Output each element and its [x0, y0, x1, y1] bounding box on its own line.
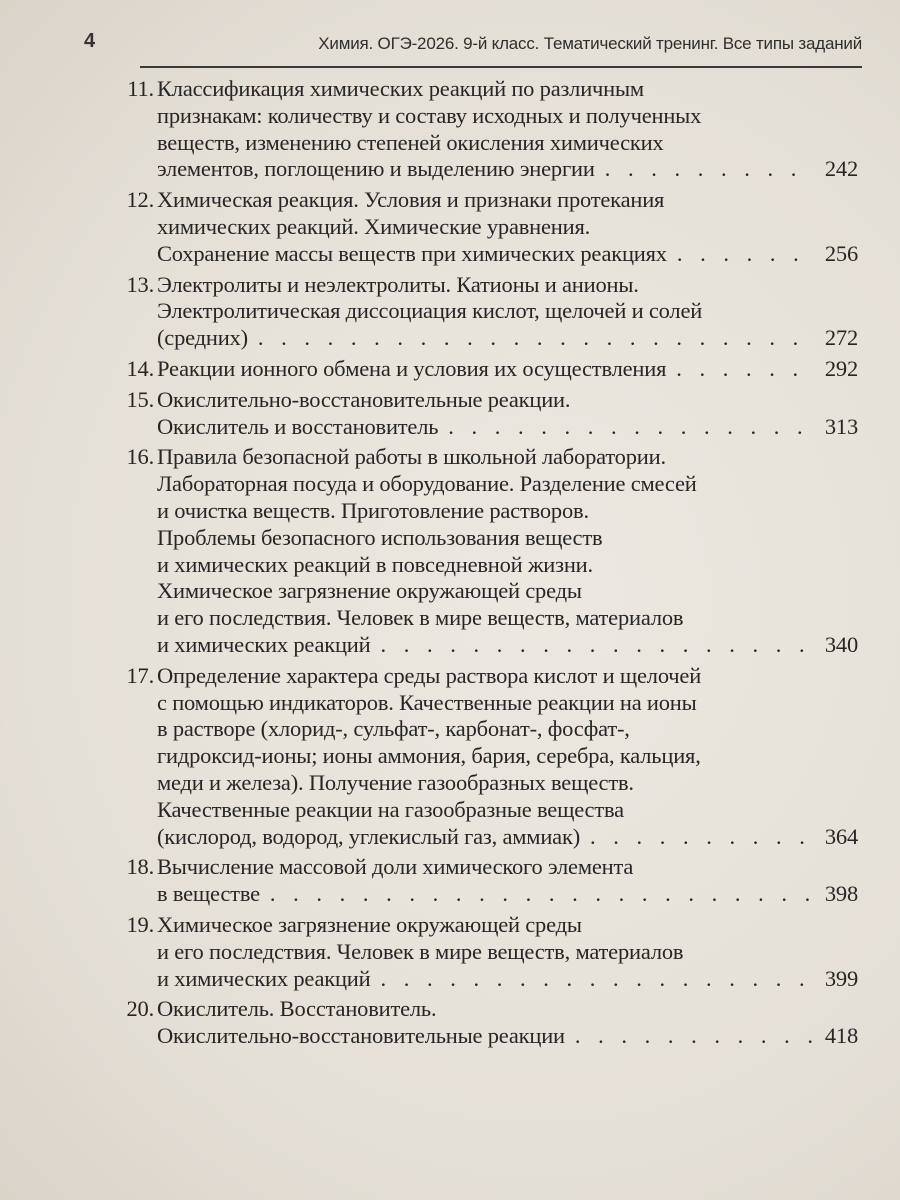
toc-entry-page: 418: [824, 1023, 858, 1049]
toc-entry: [100, 272, 858, 352]
header-rule: [140, 66, 862, 68]
toc-entry-text: Вычисление массовой доли химического элемента: [157, 854, 634, 880]
dot-leader: [605, 156, 815, 183]
toc-entry-number: 12.: [126, 187, 154, 213]
toc-entry-line: [157, 414, 858, 441]
toc-entry-text: в растворе (хлорид-, сульфат-, карбонат-, фосфат-,: [157, 716, 630, 742]
dot-leader: [381, 966, 815, 993]
toc-entry-line: [157, 76, 858, 103]
toc-entry-line: [157, 241, 858, 268]
toc-entry: [100, 996, 858, 1050]
dot-leader: [258, 325, 815, 352]
dot-leader: [677, 241, 815, 268]
toc-entry-text: и его последствия. Человек в мире веществ, материалов: [157, 938, 684, 964]
toc-entry: [100, 444, 858, 658]
toc-entry-line: [157, 214, 858, 241]
toc-entry-text: Химическое загрязнение окружающей среды: [157, 911, 582, 937]
toc-entry: [100, 187, 858, 267]
toc-entry: [100, 912, 858, 992]
toc-entry-line: [157, 743, 858, 770]
toc-entry-text: признакам: количеству и составу исходных и полученных: [157, 102, 702, 128]
toc-entry-text: Проблемы безопасного использования веществ: [157, 524, 603, 550]
toc-entry-line: [157, 605, 858, 632]
toc-entry-line: [157, 187, 858, 214]
toc-entry-text: и химических реакций в повседневной жизни.: [157, 551, 593, 577]
toc-entry-text: элементов, поглощению и выделению энергии: [157, 156, 595, 182]
toc-entry-line: [157, 797, 858, 824]
toc-entry-text: и очистка веществ. Приготовление растворов.: [157, 497, 589, 523]
toc-entry-line: [157, 298, 858, 325]
toc-entry-page: 340: [824, 631, 858, 657]
dot-leader: [381, 632, 815, 659]
dot-leader: [575, 1023, 815, 1050]
dot-leader: [590, 824, 815, 851]
toc-entry-line: [157, 912, 858, 939]
toc-entry-text: Правила безопасной работы в школьной лаборатории.: [157, 444, 666, 470]
toc-entry-text: Определение характера среды раствора кислот и щелочей: [157, 662, 702, 688]
toc-entry-line: [157, 996, 858, 1023]
toc-entry-number: 17.: [126, 662, 154, 688]
toc-entry-text: в веществе: [157, 881, 260, 907]
toc-entry-line: [157, 663, 858, 690]
toc-entry-text: Электролитическая диссоциация кислот, щелочей и солей: [157, 298, 703, 324]
table-of-contents: [100, 76, 858, 1054]
toc-entry-line: [157, 552, 858, 579]
toc-entry-line: [157, 632, 858, 659]
toc-entry-text: (средних): [157, 325, 248, 351]
toc-entry-number: 18.: [126, 854, 154, 880]
toc-entry-text: гидроксид-ионы; ионы аммония, бария, серебра, кальция,: [157, 743, 701, 769]
toc-entry: [100, 76, 858, 183]
toc-entry-text: Качественные реакции на газообразные вещества: [157, 796, 624, 822]
toc-entry-line: [157, 939, 858, 966]
toc-entry-line: [157, 770, 858, 797]
toc-entry-line: [157, 471, 858, 498]
toc-entry-text: Реакции ионного обмена и условия их осуществления: [157, 355, 667, 381]
dot-leader: [676, 356, 815, 383]
running-header-title: Химия. ОГЭ-2026. 9-й класс. Тематический тренинг. Все типы заданий: [318, 34, 862, 53]
toc-entry-line: [157, 1023, 858, 1050]
toc-entry-number: 13.: [126, 271, 154, 297]
toc-entry: [100, 387, 858, 441]
toc-entry-text: Сохранение массы веществ при химических реакциях: [157, 240, 667, 266]
toc-entry-text: с помощью индикаторов. Качественные реакции на ионы: [157, 689, 697, 715]
toc-entry-line: [157, 444, 858, 471]
toc-entry-number: 19.: [126, 911, 154, 937]
toc-entry-line: [157, 824, 858, 851]
toc-entry-text: меди и железа). Получение газообразных веществ.: [157, 769, 634, 795]
toc-entry-line: [157, 498, 858, 525]
page-number: 4: [84, 30, 96, 52]
toc-entry-text: Электролиты и неэлектролиты. Катионы и анионы.: [157, 271, 639, 297]
toc-entry-page: 313: [824, 413, 858, 439]
toc-entry-number: 14.: [126, 355, 154, 381]
toc-entry: [100, 356, 858, 383]
toc-entry-text: Классификация химических реакций по различным: [157, 76, 644, 101]
toc-entry-page: 256: [824, 240, 858, 266]
toc-entry-line: [157, 156, 858, 183]
toc-entry-page: 272: [824, 325, 858, 351]
toc-entry-page: 399: [824, 965, 858, 991]
toc-entry-page: 242: [824, 156, 858, 182]
toc-entry-text: Химическая реакция. Условия и признаки протекания: [157, 187, 665, 213]
toc-entry-line: [157, 325, 858, 352]
toc-entry-number: 11.: [127, 76, 154, 101]
toc-entry-line: [157, 272, 858, 299]
toc-entry-text: Окислительно-восстановительные реакции: [157, 1023, 565, 1049]
toc-entry-line: [157, 716, 858, 743]
toc-entry-line: [157, 130, 858, 157]
toc-entry-text: Лабораторная посуда и оборудование. Разделение смесей: [157, 471, 697, 497]
toc-entry-number: 15.: [126, 386, 154, 412]
dot-leader: [448, 414, 815, 441]
toc-entry: [100, 854, 858, 908]
toc-entry-text: и химических реакций: [157, 631, 371, 657]
toc-entry-line: [157, 525, 858, 552]
toc-entry-line: [157, 690, 858, 717]
dot-leader: [270, 881, 815, 908]
toc-entry-text: Окислитель и восстановитель: [157, 413, 439, 439]
toc-entry: [100, 663, 858, 851]
toc-entry-line: [157, 356, 858, 383]
toc-entry-text: Окислитель. Восстановитель.: [157, 996, 437, 1022]
toc-entry-line: [157, 578, 858, 605]
toc-entry-page: 292: [824, 355, 858, 381]
toc-entry-line: [157, 881, 858, 908]
toc-entry-line: [157, 387, 858, 414]
toc-entry-page: 364: [824, 823, 858, 849]
toc-entry-text: химических реакций. Химические уравнения.: [157, 213, 591, 239]
toc-entry-text: веществ, изменению степеней окисления химических: [157, 129, 664, 155]
toc-entry-text: и химических реакций: [157, 965, 371, 991]
toc-entry-page: 398: [824, 881, 858, 907]
toc-entry-text: Окислительно-восстановительные реакции.: [157, 386, 571, 412]
toc-entry-line: [157, 854, 858, 881]
toc-entry-text: (кислород, водород, углекислый газ, аммиак): [157, 823, 580, 849]
toc-entry-text: и его последствия. Человек в мире веществ, материалов: [157, 605, 684, 631]
toc-entry-line: [157, 966, 858, 993]
toc-entry-text: Химическое загрязнение окружающей среды: [157, 578, 582, 604]
toc-entry-number: 16.: [126, 444, 154, 470]
toc-entry-line: [157, 103, 858, 130]
toc-entry-number: 20.: [126, 996, 154, 1022]
